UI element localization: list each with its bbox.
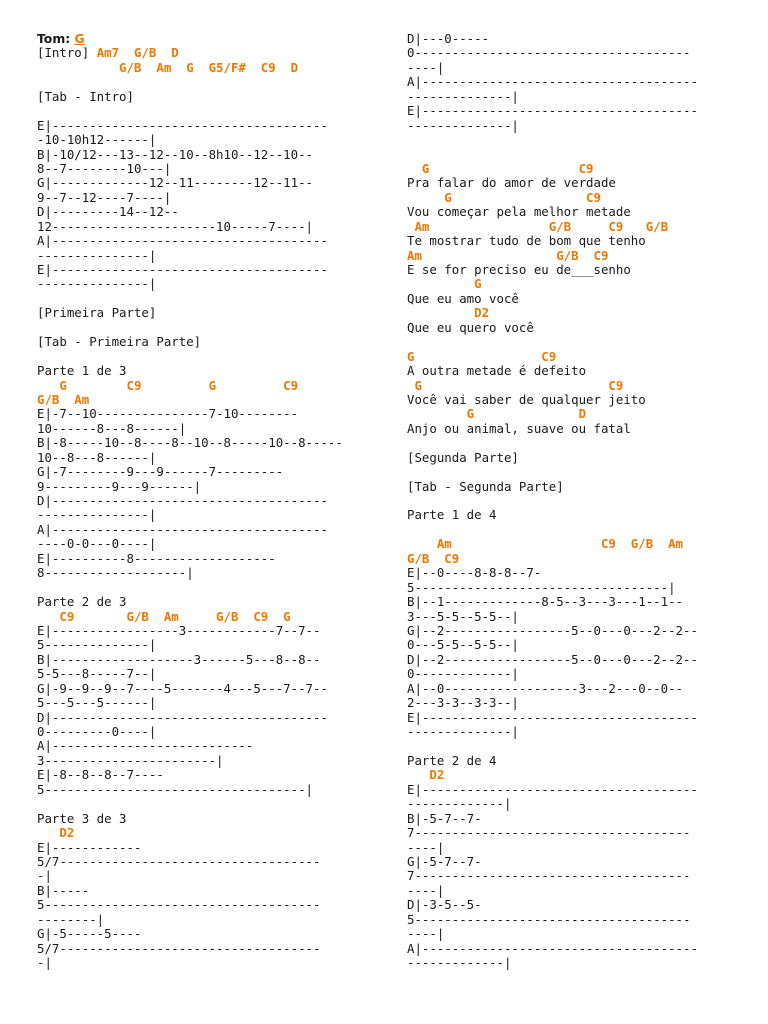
chord-text: Am G/B C9 xyxy=(407,247,609,263)
text-line xyxy=(407,508,747,522)
text-line xyxy=(37,768,367,782)
line-text: 0---------0----| xyxy=(37,724,157,739)
text-line xyxy=(37,552,367,566)
chord-text: Am G/B C9 G/B xyxy=(407,218,669,234)
chord-text: G xyxy=(407,276,482,292)
text-line xyxy=(37,263,367,277)
line-text: A|------------------------------------- xyxy=(37,521,328,537)
line-text: Parte 1 de 3 xyxy=(37,363,127,379)
blank-line xyxy=(407,133,747,147)
line-text: ----| xyxy=(407,839,445,855)
text-line xyxy=(407,234,747,248)
line-text: G|-9--9--9--7----5-------4---5---7--7-- xyxy=(37,680,328,696)
right-column xyxy=(407,32,747,970)
line-text: -| xyxy=(37,868,52,884)
blank-line xyxy=(407,494,747,508)
text-line xyxy=(407,667,747,681)
text-line xyxy=(37,494,367,508)
chord-text: C9 G/B Am G/B C9 G xyxy=(37,608,291,624)
mixed-line xyxy=(37,46,367,60)
text-line xyxy=(407,46,747,60)
line-text: --------------| xyxy=(407,88,519,104)
text-line xyxy=(407,696,747,710)
text-line xyxy=(407,638,747,652)
line-text: Pra falar do amor de verdade xyxy=(407,175,616,191)
chord-text: G C9 xyxy=(407,348,557,364)
text-line xyxy=(407,75,747,89)
line-text: D|---------14--12-- xyxy=(37,204,179,220)
line-text: 0-------------| xyxy=(407,666,519,682)
text-line xyxy=(407,884,747,898)
line-text: E|----------8------------------- xyxy=(37,550,276,566)
text-line xyxy=(407,797,747,811)
line-text: 5------------------------------------- xyxy=(407,911,691,927)
chord-text: D2 xyxy=(407,767,445,783)
line-text: 5---5---5------| xyxy=(37,695,157,711)
tom-label: Tom: xyxy=(37,31,75,46)
line-text: A|------------------------------------- xyxy=(407,74,698,90)
line-text: --------| xyxy=(37,911,105,927)
line-text: D|------------------------------------- xyxy=(37,709,328,725)
line-text: E|------------------------------------- xyxy=(407,709,698,725)
text-line xyxy=(37,739,367,753)
text-line xyxy=(37,884,367,898)
line-text: Parte 1 de 4 xyxy=(407,507,497,523)
chord-line xyxy=(407,191,747,205)
left-column xyxy=(37,32,367,970)
line-text: ---------------| xyxy=(37,247,157,263)
text-line xyxy=(407,393,747,407)
chord-line xyxy=(37,379,367,393)
line-text: -------------| xyxy=(407,796,512,812)
blank-line xyxy=(37,797,367,811)
blank-line xyxy=(37,581,367,595)
blank-line xyxy=(37,321,367,335)
text-line xyxy=(37,523,367,537)
text-line xyxy=(37,234,367,248)
line-text: [Tab - Intro] xyxy=(37,88,134,104)
text-line xyxy=(407,205,747,219)
line-text: E|--0----8-8-8--7- xyxy=(407,565,542,581)
chord-text: G C9 xyxy=(407,160,594,176)
line-text: Parte 3 de 3 xyxy=(37,810,127,826)
line-text: G|-7--------9---9------7--------- xyxy=(37,464,284,480)
chord-line xyxy=(407,407,747,421)
chord-line xyxy=(407,249,747,263)
chord-line xyxy=(37,826,367,840)
line-text: --------------| xyxy=(407,117,519,133)
line-text: 0---5-5--5-5--| xyxy=(407,637,519,653)
text-line xyxy=(407,624,747,638)
line-text: ----| xyxy=(407,882,445,898)
line-text: E|------------------------------------- xyxy=(407,103,698,119)
line-text: A|--------------------------- xyxy=(37,738,254,754)
text-line xyxy=(37,725,367,739)
line-text: 5------------------------------------- xyxy=(37,897,321,913)
line-text: ----0-0---0----| xyxy=(37,536,157,552)
line-text: A|------------------------------------- xyxy=(37,233,328,249)
line-text: Que eu quero você xyxy=(407,319,534,335)
chord-line xyxy=(407,537,747,551)
text-line xyxy=(407,826,747,840)
line-text: 10------8---8------| xyxy=(37,420,187,436)
chord-line xyxy=(407,277,747,291)
line-text: B|--1-------------8-5--3---3---1--1-- xyxy=(407,594,684,610)
text-line xyxy=(37,335,367,349)
text-line xyxy=(37,205,367,219)
line-text: A|--0------------------3---2---0--0-- xyxy=(407,680,684,696)
chord-text: G D xyxy=(407,406,587,422)
text-line xyxy=(407,292,747,306)
text-line xyxy=(37,90,367,104)
line-text: D|---0----- xyxy=(407,31,490,46)
text-line xyxy=(407,321,747,335)
text-line xyxy=(37,942,367,956)
text-line xyxy=(37,624,367,638)
text-line xyxy=(37,869,367,883)
line-text: 10--8---8------| xyxy=(37,449,157,465)
line-text: D|------------------------------------- xyxy=(37,493,328,508)
line-text: 5/7----------------------------------- xyxy=(37,853,321,869)
text-line xyxy=(37,855,367,869)
chord-line xyxy=(407,162,747,176)
text-line xyxy=(407,754,747,768)
blank-line xyxy=(407,436,747,450)
text-line xyxy=(37,191,367,205)
text-line xyxy=(407,812,747,826)
chord-line xyxy=(407,768,747,782)
chord-line xyxy=(407,306,747,320)
line-text: G|-------------12--11--------12--11-- xyxy=(37,175,314,191)
line-text: B|-5-7--7- xyxy=(407,810,482,826)
line-text: 3-----------------------| xyxy=(37,752,224,768)
text-line xyxy=(37,407,367,421)
text-line xyxy=(407,90,747,104)
line-text: -| xyxy=(37,955,52,970)
text-line xyxy=(37,696,367,710)
chord-text: G/B Am xyxy=(37,391,90,407)
chord-text: G C9 xyxy=(407,189,601,205)
text-line xyxy=(37,927,367,941)
chord-line xyxy=(407,552,747,566)
line-text: B|-10/12---13--12--10--8h10--12--10-- xyxy=(37,146,314,162)
text-line xyxy=(407,927,747,941)
line-text: -------------| xyxy=(407,955,512,970)
line-text: 0------------------------------------- xyxy=(407,45,691,61)
text-line xyxy=(37,595,367,609)
text-line xyxy=(37,480,367,494)
line-text: 5-5---8-----7--| xyxy=(37,666,157,682)
line-text: E|------------------------------------- xyxy=(37,262,328,277)
text-line xyxy=(407,682,747,696)
chord-line xyxy=(407,220,747,234)
chord-line xyxy=(407,379,747,393)
chord-text: D2 xyxy=(37,825,75,841)
text-line xyxy=(407,653,747,667)
text-line xyxy=(407,263,747,277)
line-text: ---------------| xyxy=(37,507,157,523)
text-line xyxy=(407,104,747,118)
chord-text: G/B C9 xyxy=(407,550,460,566)
line-text: 12----------------------10-----7----| xyxy=(37,218,314,234)
tom-key-link[interactable]: G xyxy=(74,31,85,46)
text-line xyxy=(37,913,367,927)
chord-line xyxy=(37,610,367,624)
line-text: E|------------ xyxy=(37,839,142,855)
line-text: Parte 2 de 4 xyxy=(407,752,497,768)
tom-line xyxy=(37,32,367,46)
line-text: [Segunda Parte] xyxy=(407,449,519,465)
line-text: B|-------------------3------5---8--8-- xyxy=(37,651,321,667)
text-line xyxy=(37,465,367,479)
chord-line xyxy=(37,61,367,75)
text-line xyxy=(37,812,367,826)
text-line xyxy=(37,220,367,234)
line-text: [Intro] xyxy=(37,45,97,61)
line-text: G|-5-7--7- xyxy=(407,853,482,869)
text-line xyxy=(407,783,747,797)
text-line xyxy=(37,162,367,176)
text-line xyxy=(407,364,747,378)
line-text: 2---3-3--3-3--| xyxy=(407,695,519,711)
text-line xyxy=(407,841,747,855)
text-line xyxy=(37,956,367,970)
line-text: Parte 2 de 3 xyxy=(37,594,127,610)
blank-line xyxy=(37,292,367,306)
text-line xyxy=(37,119,367,133)
text-line xyxy=(407,422,747,436)
line-text: Que eu amo você xyxy=(407,290,519,306)
text-line xyxy=(37,537,367,551)
line-text: 3---5-5--5-5--| xyxy=(407,608,519,624)
text-line xyxy=(407,119,747,133)
line-text: 5-----------------------------------| xyxy=(37,781,314,797)
chord-text: D2 xyxy=(407,305,490,321)
line-text: A|------------------------------------- xyxy=(407,940,698,956)
line-text: 5----------------------------------| xyxy=(407,579,676,595)
line-text: D|-3-5--5- xyxy=(407,897,482,913)
blank-line xyxy=(407,739,747,753)
text-line xyxy=(407,725,747,739)
text-line xyxy=(37,566,367,580)
text-line xyxy=(37,508,367,522)
chord-line xyxy=(407,350,747,364)
line-text: ----| xyxy=(407,59,445,75)
line-text: E|------------------------------------- xyxy=(37,117,328,133)
blank-line xyxy=(37,350,367,364)
line-text: 5--------------| xyxy=(37,637,157,653)
line-text: [Tab - Segunda Parte] xyxy=(407,478,564,494)
line-text: 7------------------------------------- xyxy=(407,868,691,884)
text-line xyxy=(37,653,367,667)
line-text: 5/7----------------------------------- xyxy=(37,940,321,956)
line-text: 9--7--12----7----| xyxy=(37,189,172,205)
text-line xyxy=(407,956,747,970)
text-line xyxy=(407,451,747,465)
text-line xyxy=(37,783,367,797)
text-line xyxy=(37,682,367,696)
line-text: A outra metade é defeito xyxy=(407,363,587,379)
text-line xyxy=(407,566,747,580)
text-line xyxy=(37,176,367,190)
text-line xyxy=(37,306,367,320)
text-line xyxy=(37,638,367,652)
text-line xyxy=(37,249,367,263)
blank-line xyxy=(37,104,367,118)
line-text: D|--2-----------------5--0---0---2--2-- xyxy=(407,651,698,667)
text-line xyxy=(407,610,747,624)
chord-text: G C9 G C9 xyxy=(37,377,299,393)
chord-text: G/B Am G G5/F# C9 D xyxy=(37,59,299,75)
text-line xyxy=(37,133,367,147)
line-text: 8--7--------10---| xyxy=(37,160,172,176)
text-line xyxy=(407,32,747,46)
blank-line xyxy=(407,465,747,479)
text-line xyxy=(407,61,747,75)
text-line xyxy=(37,667,367,681)
line-text: Você vai saber de qualquer jeito xyxy=(407,391,646,407)
text-line xyxy=(407,176,747,190)
line-text: E|-8--8--8--7---- xyxy=(37,767,164,783)
line-text: B|-8-----10--8----8--10--8-----10--8----- xyxy=(37,435,343,451)
text-line xyxy=(407,595,747,609)
text-line xyxy=(37,277,367,291)
text-line xyxy=(37,364,367,378)
line-text: E|-7--10---------------7-10-------- xyxy=(37,406,299,422)
text-line xyxy=(407,855,747,869)
text-line xyxy=(407,869,747,883)
line-text: [Tab - Primeira Parte] xyxy=(37,334,202,350)
text-line xyxy=(37,148,367,162)
line-text: E|-----------------3------------7--7-- xyxy=(37,622,321,638)
chord-text: Am C9 G/B Am xyxy=(407,536,684,552)
line-text: 9---------9---9------| xyxy=(37,478,202,494)
line-text: G|-5-----5---- xyxy=(37,926,142,942)
line-text: E|------------------------------------- xyxy=(407,781,698,797)
chord-line xyxy=(37,393,367,407)
text-line xyxy=(37,422,367,436)
line-text: Anjo ou animal, suave ou fatal xyxy=(407,420,631,436)
text-line xyxy=(37,451,367,465)
line-text: 8-------------------| xyxy=(37,565,194,581)
line-text: Vou começar pela melhor metade xyxy=(407,204,631,220)
text-line xyxy=(407,913,747,927)
line-text: -10-10h12------| xyxy=(37,132,157,148)
chord-text: G C9 xyxy=(407,377,624,393)
line-text: E se for preciso eu de___senho xyxy=(407,262,631,277)
line-text: Te mostrar tudo de bom que tenho xyxy=(407,233,646,249)
text-line xyxy=(37,436,367,450)
line-text: [Primeira Parte] xyxy=(37,305,157,321)
text-line xyxy=(37,841,367,855)
line-text: ----| xyxy=(407,926,445,942)
text-line xyxy=(37,754,367,768)
blank-line xyxy=(407,335,747,349)
text-line xyxy=(37,711,367,725)
line-text: G|--2-----------------5--0---0---2--2-- xyxy=(407,622,698,638)
line-text: ---------------| xyxy=(37,276,157,292)
line-text: --------------| xyxy=(407,724,519,739)
text-line xyxy=(407,898,747,912)
text-line xyxy=(407,711,747,725)
text-line xyxy=(407,581,747,595)
line-text: B|----- xyxy=(37,882,90,898)
text-line xyxy=(407,480,747,494)
text-line xyxy=(407,942,747,956)
text-line xyxy=(37,898,367,912)
chord-text: Am7 G/B D xyxy=(96,45,179,61)
blank-line xyxy=(407,148,747,162)
blank-line xyxy=(37,75,367,89)
line-text: 7------------------------------------- xyxy=(407,825,691,841)
blank-line xyxy=(407,523,747,537)
